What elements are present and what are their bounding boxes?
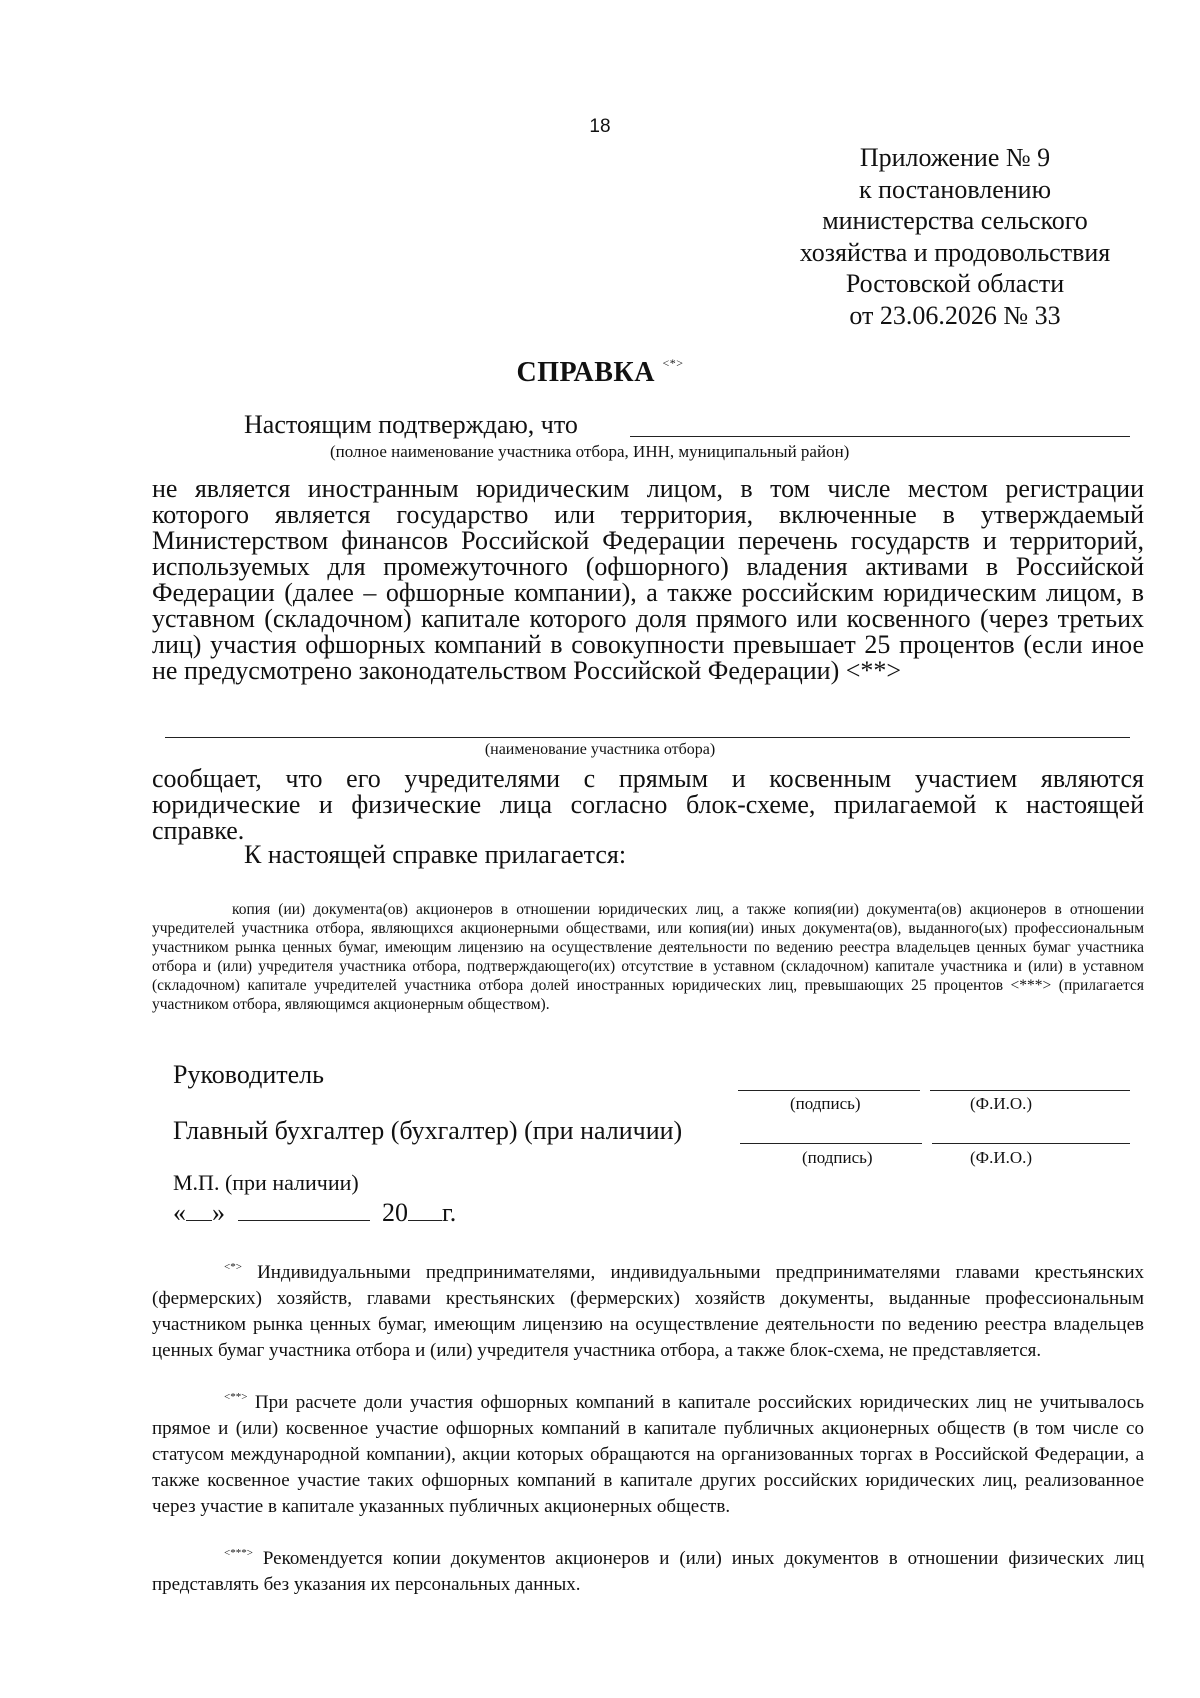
participant-fill-line xyxy=(630,436,1130,437)
footnote-mark: <**> xyxy=(224,1391,248,1403)
accountant-label: Главный бухгалтер (бухгалтер) (при наличии) xyxy=(173,1116,683,1145)
date-open-quote: « xyxy=(173,1198,186,1227)
document-title xyxy=(0,356,1200,389)
footnote-2 xyxy=(152,1384,1144,1520)
footnote-3 xyxy=(152,1540,1144,1598)
founders-paragraph: сообщает, что его учредителями с прямым и косвенным участием являются юридические и физические лица согласно блок-схеме, прилагаемой к настоящей справке. xyxy=(152,764,1144,845)
head-signature-line xyxy=(738,1090,920,1091)
footnote-text: Рекомендуется копии документов акционеров и (или) иных документов в отношении физических лиц представлять без указания их персональных данных. xyxy=(152,1548,1145,1595)
appendix-line: к постановлению xyxy=(858,174,1052,204)
appendix-line: министерства сельского xyxy=(822,206,1088,235)
accountant-name-line xyxy=(932,1143,1130,1144)
month-fill-line xyxy=(238,1220,370,1221)
accountant-signature-line xyxy=(740,1143,922,1144)
stamp-label: М.П. (при наличии) xyxy=(173,1170,359,1195)
footnote-text: Индивидуальными предпринимателями, индивидуальными предпринимателями главами крестьянских (фермерских) хозяйств, главами крестьянских (фермерских) хозяйств документы, выданные профессиональным участником рынка ценных бумаг, имеющим лицензию на осуществление деятельности по ведению реестра владельцев ценных бумаг участника отбора и (или) учредителя участника отбора, а также блок-схема, не представляется. xyxy=(152,1262,1145,1361)
appendix-header xyxy=(790,142,1120,331)
main-paragraph: не является иностранным юридическим лицом, в том числе местом регистрации которого является государство или территория, включенные в утверждаемый Министерством финансов Российской Федерации перечень государств и территорий, используемых для промежуточного (офшорного) владения активами в Российской Федерации (далее – офшорные компании), а также российским юридическим лицом, в уставном (складочном) капитале которого доля прямого или косвенного (через третьих лиц) участия офшорных компаний в совокупности превышает 25 процентов (если иное не предусмотрено законодательством Российской Федерации) <**> xyxy=(152,474,1144,685)
day-fill-line xyxy=(186,1220,212,1221)
footnote-mark: <***> xyxy=(224,1547,253,1559)
appendix-line: Приложение № 9 xyxy=(859,143,1051,172)
footnote-mark: <*> xyxy=(224,1261,242,1273)
participant-full-caption: (полное наименование участника отбора, ИНН, муниципальный район) xyxy=(330,442,850,461)
head-signature-caption: (подпись) xyxy=(790,1094,861,1113)
footnote-text: При расчете доли участия офшорных компаний в капитале российских юридических лиц не учитывалось прямое и (или) косвенное участие офшорных компаний в капитале публичных акционерных обществ (в том числе со статусом международной компании), акции которых обращаются на организованных торгах в Российской Федерации, а также косвенное участие таких офшорных компаний в капитале других российских юридических лиц, реализованное через участие в капитале указанных публичных акционерных обществ. xyxy=(152,1392,1144,1517)
participant-name-fill-line xyxy=(165,737,1130,738)
year-prefix: 20 xyxy=(382,1198,408,1227)
attachment-text: копия (ии) документа(ов) акционеров в отношении юридических лиц, а также копия(ии) документа(ов) акционеров в отношении учредителей участника отбора, являющихся акционерными обществами, или копия(ии) иных документа(ов), выданного(ых) профессиональным участником рынка ценных бумаг, имеющим лицензию на осуществление деятельности по ведению реестра владельцев ценных бумаг участника отбора и (или) учредителя участника отбора, подтверждающего(их) отсутствие в уставном (складочном) капитале участника и (или) в уставном (складочном) капитале учредителей участника отбора долей иностранных юридических лиц, превышающих 25 процентов <***> (прилагается участником отбора, являющимся акционерным обществом). xyxy=(152,901,1144,1013)
footnote-1 xyxy=(152,1254,1144,1364)
date-line xyxy=(173,1198,456,1228)
head-label: Руководитель xyxy=(173,1060,324,1089)
appendix-line: Ростовской области xyxy=(845,269,1065,298)
attached-heading: К настоящей справке прилагается: xyxy=(244,840,627,869)
title-text: СПРАВКА xyxy=(516,357,655,388)
head-name-caption: (Ф.И.О.) xyxy=(970,1094,1033,1113)
appendix-line: от 23.06.2026 № 33 xyxy=(849,300,1061,330)
year-fill-line xyxy=(408,1220,442,1221)
title-footnote-mark: <*> xyxy=(662,356,684,370)
date-close-quote: » xyxy=(212,1198,225,1227)
head-name-line xyxy=(930,1090,1130,1091)
appendix-line: хозяйства и продовольствия xyxy=(799,237,1111,267)
participant-name-caption: (наименование участника отбора) xyxy=(484,741,716,758)
accountant-name-caption: (Ф.И.О.) xyxy=(970,1148,1033,1167)
year-suffix: г. xyxy=(442,1198,457,1227)
confirm-text: Настоящим подтверждаю, что xyxy=(244,410,578,439)
accountant-signature-caption: (подпись) xyxy=(802,1148,873,1167)
page-number: 18 xyxy=(589,116,611,137)
